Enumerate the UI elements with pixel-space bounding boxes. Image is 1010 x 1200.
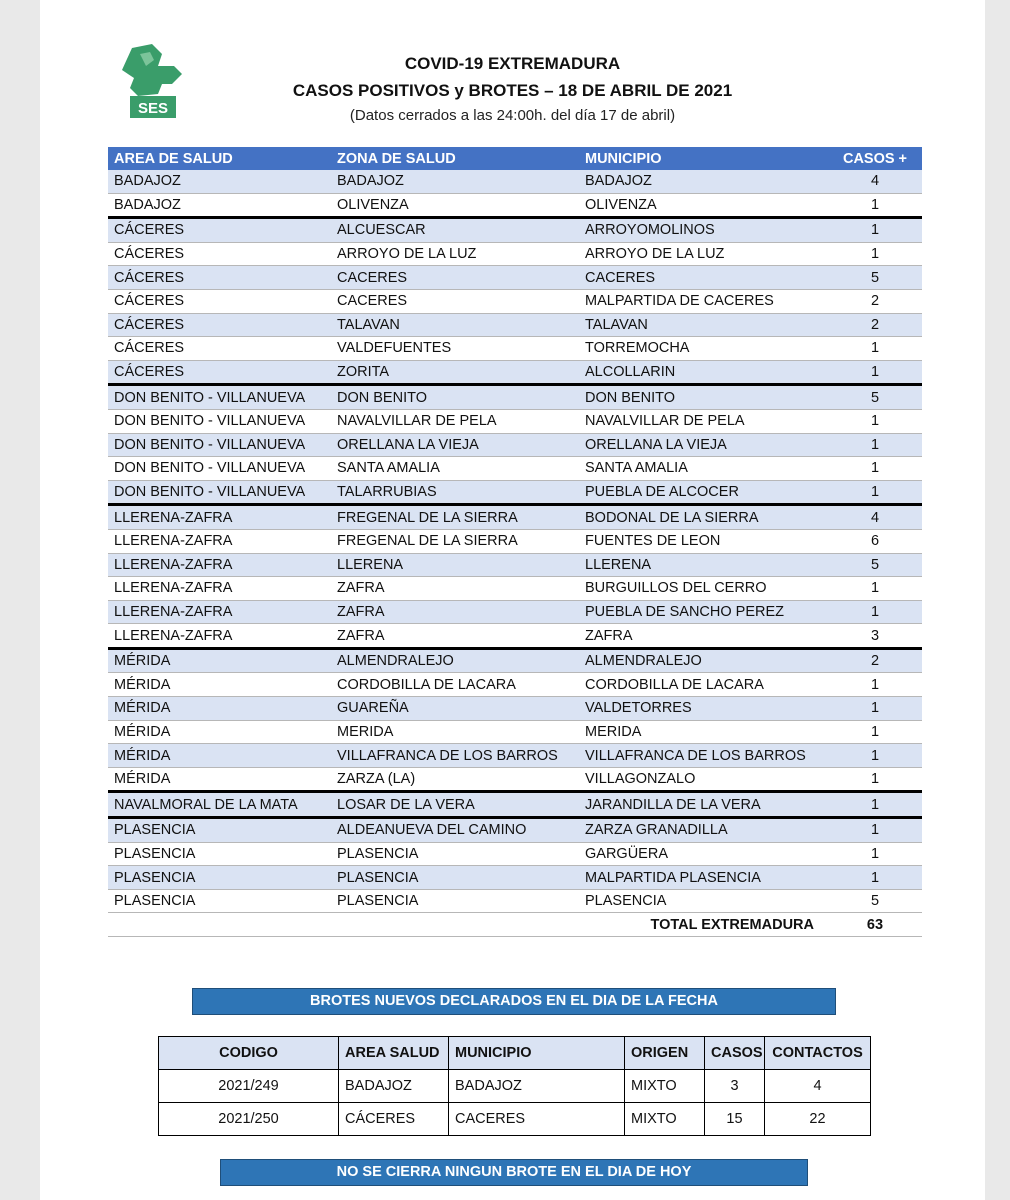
- municipio-cell: BODONAL DE LA SIERRA: [579, 505, 828, 530]
- municipio-cell: CORDOBILLA DE LACARA: [579, 673, 828, 697]
- zona-cell: LOSAR DE LA VERA: [331, 792, 579, 818]
- casos-cell: 3: [705, 1070, 765, 1103]
- zona-cell: ALDEANUEVA DEL CAMINO: [331, 818, 579, 843]
- origen-cell: MIXTO: [625, 1070, 705, 1103]
- total-row: [108, 913, 922, 937]
- table-row: [108, 385, 922, 410]
- zona-cell: ARROYO DE LA LUZ: [331, 242, 579, 266]
- table-row: [108, 433, 922, 457]
- origen-cell: MIXTO: [625, 1103, 705, 1136]
- table-row: [108, 480, 922, 505]
- area-cell: LLERENA-ZAFRA: [108, 600, 331, 624]
- municipio-cell: GARGÜERA: [579, 842, 828, 866]
- casos-cell: 2: [828, 648, 922, 673]
- total-label: TOTAL EXTREMADURA: [108, 913, 828, 937]
- municipio-cell: BADAJOZ: [449, 1070, 625, 1103]
- column-header-municipio: MUNICIPIO: [449, 1037, 625, 1070]
- casos-cell: 1: [828, 697, 922, 721]
- area-cell: DON BENITO - VILLANUEVA: [108, 457, 331, 481]
- outbreaks-table: [158, 1036, 871, 1136]
- municipio-cell: VALDETORRES: [579, 697, 828, 721]
- zona-cell: VALDEFUENTES: [331, 337, 579, 361]
- municipio-cell: NAVALVILLAR DE PELA: [579, 409, 828, 433]
- area-cell: PLASENCIA: [108, 889, 331, 913]
- column-header-contactos: CONTACTOS: [765, 1037, 871, 1070]
- municipio-cell: CACERES: [579, 266, 828, 290]
- casos-cell: 2: [828, 313, 922, 337]
- area-cell: DON BENITO - VILLANUEVA: [108, 480, 331, 505]
- area-cell: BADAJOZ: [108, 170, 331, 193]
- area-cell: MÉRIDA: [108, 767, 331, 792]
- municipio-cell: SANTA AMALIA: [579, 457, 828, 481]
- area-cell: MÉRIDA: [108, 673, 331, 697]
- table-row: [108, 577, 922, 601]
- municipio-cell: MALPARTIDA PLASENCIA: [579, 866, 828, 890]
- municipio-cell: PLASENCIA: [579, 889, 828, 913]
- outbreak-row: [159, 1103, 871, 1136]
- municipio-cell: BURGUILLOS DEL CERRO: [579, 577, 828, 601]
- table-row: [108, 648, 922, 673]
- municipio-cell: ZARZA GRANADILLA: [579, 818, 828, 843]
- municipio-cell: BADAJOZ: [579, 170, 828, 193]
- casos-cell: 15: [705, 1103, 765, 1136]
- area-cell: LLERENA-ZAFRA: [108, 529, 331, 553]
- casos-cell: 1: [828, 409, 922, 433]
- zona-cell: FREGENAL DE LA SIERRA: [331, 529, 579, 553]
- municipio-cell: FUENTES DE LEON: [579, 529, 828, 553]
- casos-cell: 4: [828, 170, 922, 193]
- area-cell: LLERENA-ZAFRA: [108, 577, 331, 601]
- table-row: [108, 866, 922, 890]
- area-cell: CÁCERES: [108, 242, 331, 266]
- zona-cell: VILLAFRANCA DE LOS BARROS: [331, 744, 579, 768]
- casos-cell: 5: [828, 385, 922, 410]
- column-header-area: AREA DE SALUD: [108, 147, 331, 170]
- zona-cell: PLASENCIA: [331, 889, 579, 913]
- zona-cell: PLASENCIA: [331, 842, 579, 866]
- zona-cell: FREGENAL DE LA SIERRA: [331, 505, 579, 530]
- municipio-cell: TORREMOCHA: [579, 337, 828, 361]
- table-row: [108, 218, 922, 243]
- zona-cell: ORELLANA LA VIEJA: [331, 433, 579, 457]
- column-header-codigo: CODIGO: [159, 1037, 339, 1070]
- zona-cell: CACERES: [331, 266, 579, 290]
- table-row: [108, 673, 922, 697]
- codigo-cell: 2021/250: [159, 1103, 339, 1136]
- municipio-cell: LLERENA: [579, 553, 828, 577]
- area-cell: DON BENITO - VILLANUEVA: [108, 385, 331, 410]
- table-row: [108, 553, 922, 577]
- table-row: [108, 889, 922, 913]
- document-title: COVID-19 EXTREMADURA: [404, 54, 621, 73]
- table-row: [108, 170, 922, 193]
- area-cell: PLASENCIA: [108, 818, 331, 843]
- area-cell: LLERENA-ZAFRA: [108, 553, 331, 577]
- municipio-cell: ALCOLLARIN: [579, 360, 828, 385]
- area-cell: CÁCERES: [108, 337, 331, 361]
- table-row: [108, 818, 922, 843]
- document-page: [40, 0, 985, 1200]
- municipio-cell: TALAVAN: [579, 313, 828, 337]
- table-row: [108, 360, 922, 385]
- table-row: [108, 792, 922, 818]
- municipio-cell: DON BENITO: [579, 385, 828, 410]
- table-row: [108, 624, 922, 649]
- zona-cell: ZORITA: [331, 360, 579, 385]
- no-closed-outbreaks-banner: NO SE CIERRA NINGUN BROTE EN EL DIA DE HOY: [220, 1159, 808, 1186]
- casos-cell: 1: [828, 744, 922, 768]
- zona-cell: MERIDA: [331, 720, 579, 744]
- zona-cell: NAVALVILLAR DE PELA: [331, 409, 579, 433]
- zona-cell: GUAREÑA: [331, 697, 579, 721]
- municipio-cell: ALMENDRALEJO: [579, 648, 828, 673]
- casos-cell: 1: [828, 218, 922, 243]
- column-header-casos: CASOS: [705, 1037, 765, 1070]
- casos-cell: 1: [828, 433, 922, 457]
- area-cell: MÉRIDA: [108, 720, 331, 744]
- area-cell: LLERENA-ZAFRA: [108, 505, 331, 530]
- zona-cell: LLERENA: [331, 553, 579, 577]
- column-header-area-salud: AREA SALUD: [339, 1037, 449, 1070]
- area-cell: BADAJOZ: [108, 193, 331, 218]
- municipio-cell: ZAFRA: [579, 624, 828, 649]
- casos-cell: 1: [828, 792, 922, 818]
- area-cell: LLERENA-ZAFRA: [108, 624, 331, 649]
- area-cell: MÉRIDA: [108, 697, 331, 721]
- area-cell: DON BENITO - VILLANUEVA: [108, 433, 331, 457]
- table-row: [108, 289, 922, 313]
- municipio-cell: ARROYO DE LA LUZ: [579, 242, 828, 266]
- table-row: [108, 600, 922, 624]
- zona-cell: ZAFRA: [331, 624, 579, 649]
- area-cell: NAVALMORAL DE LA MATA: [108, 792, 331, 818]
- casos-cell: 1: [828, 767, 922, 792]
- document-subtitle-date: CASOS POSITIVOS y BROTES – 18 DE ABRIL DE 2021: [292, 81, 733, 100]
- codigo-cell: 2021/249: [159, 1070, 339, 1103]
- area-cell: DON BENITO - VILLANUEVA: [108, 409, 331, 433]
- municipio-cell: OLIVENZA: [579, 193, 828, 218]
- area-cell: CÁCERES: [108, 360, 331, 385]
- table-row: [108, 720, 922, 744]
- column-header-zona: ZONA DE SALUD: [331, 147, 579, 170]
- casos-cell: 1: [828, 600, 922, 624]
- municipio-cell: PUEBLA DE SANCHO PEREZ: [579, 600, 828, 624]
- casos-cell: 1: [828, 480, 922, 505]
- casos-cell: 1: [828, 360, 922, 385]
- data-cutoff-note: (Datos cerrados a las 24:00h. del día 17 de abril): [349, 107, 676, 124]
- outbreaks-table-header: [159, 1037, 871, 1070]
- table-row: [108, 842, 922, 866]
- area-cell: PLASENCIA: [108, 866, 331, 890]
- zona-cell: SANTA AMALIA: [331, 457, 579, 481]
- municipio-cell: MALPARTIDA DE CACERES: [579, 289, 828, 313]
- zona-cell: TALARRUBIAS: [331, 480, 579, 505]
- area-cell: CÁCERES: [108, 218, 331, 243]
- area-cell: MÉRIDA: [108, 648, 331, 673]
- outbreak-row: [159, 1070, 871, 1103]
- casos-cell: 1: [828, 193, 922, 218]
- casos-cell: 6: [828, 529, 922, 553]
- area-cell: MÉRIDA: [108, 744, 331, 768]
- casos-cell: 5: [828, 889, 922, 913]
- area-cell: PLASENCIA: [108, 842, 331, 866]
- casos-cell: 1: [828, 457, 922, 481]
- casos-cell: 1: [828, 337, 922, 361]
- column-header-casos: CASOS +: [828, 147, 922, 170]
- logo-text: SES: [137, 100, 169, 117]
- total-value: 63: [828, 913, 922, 937]
- table-row: [108, 529, 922, 553]
- table-row: [108, 767, 922, 792]
- casos-cell: 2: [828, 289, 922, 313]
- column-header-municipio: MUNICIPIO: [579, 147, 828, 170]
- municipio-cell: CACERES: [449, 1103, 625, 1136]
- casos-cell: 1: [828, 577, 922, 601]
- area-salud-cell: CÁCERES: [339, 1103, 449, 1136]
- municipio-cell: VILLAGONZALO: [579, 767, 828, 792]
- zona-cell: PLASENCIA: [331, 866, 579, 890]
- new-outbreaks-banner: BROTES NUEVOS DECLARADOS EN EL DIA DE LA FECHA: [192, 988, 836, 1015]
- table-row: [108, 744, 922, 768]
- zona-cell: DON BENITO: [331, 385, 579, 410]
- cases-table-header: [108, 147, 922, 170]
- area-salud-cell: BADAJOZ: [339, 1070, 449, 1103]
- zona-cell: ZARZA (LA): [331, 767, 579, 792]
- municipio-cell: JARANDILLA DE LA VERA: [579, 792, 828, 818]
- table-row: [108, 409, 922, 433]
- zona-cell: ALCUESCAR: [331, 218, 579, 243]
- contactos-cell: 22: [765, 1103, 871, 1136]
- zona-cell: CACERES: [331, 289, 579, 313]
- column-header-origen: ORIGEN: [625, 1037, 705, 1070]
- municipio-cell: ORELLANA LA VIEJA: [579, 433, 828, 457]
- area-cell: CÁCERES: [108, 313, 331, 337]
- area-cell: CÁCERES: [108, 289, 331, 313]
- document-header: [40, 50, 985, 128]
- table-row: [108, 193, 922, 218]
- table-row: [108, 266, 922, 290]
- casos-cell: 1: [828, 842, 922, 866]
- zona-cell: OLIVENZA: [331, 193, 579, 218]
- table-row: [108, 697, 922, 721]
- municipio-cell: MERIDA: [579, 720, 828, 744]
- area-cell: CÁCERES: [108, 266, 331, 290]
- zona-cell: CORDOBILLA DE LACARA: [331, 673, 579, 697]
- table-row: [108, 337, 922, 361]
- casos-cell: 1: [828, 242, 922, 266]
- cases-table: [108, 147, 922, 937]
- casos-cell: 1: [828, 720, 922, 744]
- contactos-cell: 4: [765, 1070, 871, 1103]
- zona-cell: ALMENDRALEJO: [331, 648, 579, 673]
- casos-cell: 1: [828, 673, 922, 697]
- casos-cell: 1: [828, 866, 922, 890]
- table-row: [108, 457, 922, 481]
- casos-cell: 5: [828, 266, 922, 290]
- casos-cell: 3: [828, 624, 922, 649]
- zona-cell: ZAFRA: [331, 600, 579, 624]
- casos-cell: 5: [828, 553, 922, 577]
- zona-cell: BADAJOZ: [331, 170, 579, 193]
- table-row: [108, 313, 922, 337]
- municipio-cell: ARROYOMOLINOS: [579, 218, 828, 243]
- municipio-cell: VILLAFRANCA DE LOS BARROS: [579, 744, 828, 768]
- casos-cell: 4: [828, 505, 922, 530]
- table-row: [108, 242, 922, 266]
- casos-cell: 1: [828, 818, 922, 843]
- zona-cell: TALAVAN: [331, 313, 579, 337]
- municipio-cell: PUEBLA DE ALCOCER: [579, 480, 828, 505]
- zona-cell: ZAFRA: [331, 577, 579, 601]
- table-row: [108, 505, 922, 530]
